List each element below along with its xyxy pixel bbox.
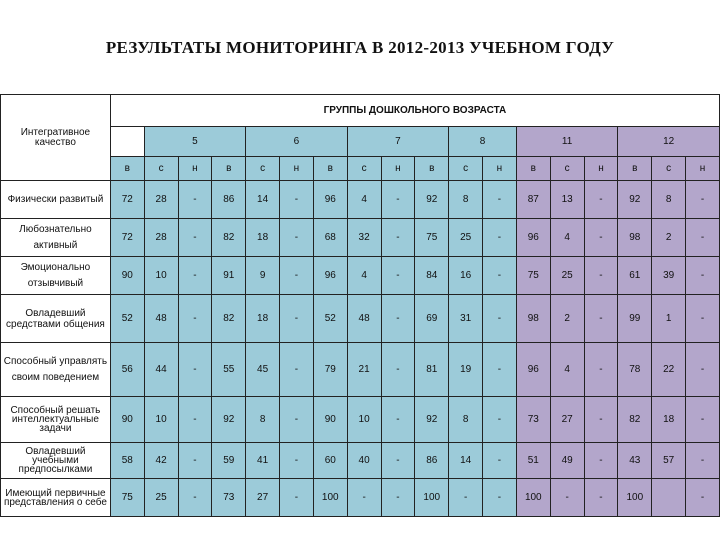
- value-cell: 59: [212, 443, 246, 479]
- quality-label: Овладевший учебными предпосылками: [1, 443, 111, 479]
- value-cell: 18: [652, 397, 686, 443]
- value-cell: -: [449, 479, 483, 517]
- value-cell: 44: [144, 343, 178, 397]
- value-cell: 25: [550, 257, 584, 295]
- value-cell: -: [483, 181, 517, 219]
- level-header: н: [280, 157, 314, 181]
- value-cell: 22: [652, 343, 686, 397]
- level-header: в: [313, 157, 347, 181]
- value-cell: 79: [313, 343, 347, 397]
- value-cell: -: [381, 257, 415, 295]
- level-header: с: [347, 157, 381, 181]
- value-cell: 8: [246, 397, 280, 443]
- value-cell: 4: [347, 257, 381, 295]
- value-cell: 72: [110, 219, 144, 257]
- value-cell: 99: [618, 295, 652, 343]
- corner-label: Интегративное качество: [1, 95, 111, 181]
- value-cell: -: [584, 181, 618, 219]
- value-cell: -: [584, 479, 618, 517]
- value-cell: 19: [449, 343, 483, 397]
- value-cell: 4: [347, 181, 381, 219]
- value-cell: -: [280, 479, 314, 517]
- level-header: с: [652, 157, 686, 181]
- value-cell: 2: [652, 219, 686, 257]
- value-cell: 68: [313, 219, 347, 257]
- value-cell: 82: [212, 219, 246, 257]
- value-cell: 92: [415, 397, 449, 443]
- age-header: 7: [347, 127, 449, 157]
- header-gap: [110, 127, 144, 157]
- value-cell: 8: [449, 397, 483, 443]
- value-cell: 82: [618, 397, 652, 443]
- level-header: в: [110, 157, 144, 181]
- value-cell: -: [178, 181, 212, 219]
- age-header: 11: [516, 127, 618, 157]
- value-cell: -: [381, 443, 415, 479]
- value-cell: 10: [144, 397, 178, 443]
- value-cell: 75: [415, 219, 449, 257]
- level-header: с: [550, 157, 584, 181]
- value-cell: 98: [516, 295, 550, 343]
- value-cell: 9: [246, 257, 280, 295]
- value-cell: 90: [313, 397, 347, 443]
- value-cell: 72: [110, 181, 144, 219]
- level-header: н: [178, 157, 212, 181]
- quality-label: Физически развитый: [1, 181, 111, 219]
- value-cell: 86: [212, 181, 246, 219]
- table-row: [1, 295, 720, 343]
- value-cell: 90: [110, 397, 144, 443]
- value-cell: 81: [415, 343, 449, 397]
- value-cell: 25: [144, 479, 178, 517]
- value-cell: -: [178, 257, 212, 295]
- value-cell: 14: [449, 443, 483, 479]
- value-cell: -: [483, 479, 517, 517]
- quality-label: Эмоционально отзывчивый: [1, 257, 111, 295]
- value-cell: 14: [246, 181, 280, 219]
- value-cell: 10: [144, 257, 178, 295]
- value-cell: -: [686, 257, 720, 295]
- value-cell: 27: [246, 479, 280, 517]
- value-cell: 41: [246, 443, 280, 479]
- value-cell: 1: [652, 295, 686, 343]
- value-cell: 52: [313, 295, 347, 343]
- level-header: н: [584, 157, 618, 181]
- value-cell: -: [483, 257, 517, 295]
- value-cell: [652, 479, 686, 517]
- value-cell: 100: [415, 479, 449, 517]
- table-row: [1, 397, 720, 443]
- value-cell: 42: [144, 443, 178, 479]
- value-cell: 75: [516, 257, 550, 295]
- quality-label: Любознательно активный: [1, 219, 111, 257]
- level-header: в: [618, 157, 652, 181]
- quality-label: Способный управлять своим поведением: [1, 343, 111, 397]
- value-cell: 10: [347, 397, 381, 443]
- value-cell: -: [381, 397, 415, 443]
- value-cell: 8: [449, 181, 483, 219]
- value-cell: 91: [212, 257, 246, 295]
- value-cell: -: [483, 397, 517, 443]
- value-cell: -: [280, 397, 314, 443]
- value-cell: -: [686, 219, 720, 257]
- value-cell: -: [381, 343, 415, 397]
- value-cell: -: [178, 397, 212, 443]
- value-cell: 58: [110, 443, 144, 479]
- value-cell: 56: [110, 343, 144, 397]
- value-cell: 13: [550, 181, 584, 219]
- value-cell: -: [686, 181, 720, 219]
- level-header: н: [686, 157, 720, 181]
- value-cell: 18: [246, 219, 280, 257]
- level-header: н: [483, 157, 517, 181]
- value-cell: -: [280, 295, 314, 343]
- value-cell: 28: [144, 219, 178, 257]
- value-cell: -: [584, 257, 618, 295]
- value-cell: -: [584, 343, 618, 397]
- value-cell: 61: [618, 257, 652, 295]
- value-cell: 98: [618, 219, 652, 257]
- age-header: 8: [449, 127, 517, 157]
- level-header: в: [516, 157, 550, 181]
- value-cell: 28: [144, 181, 178, 219]
- value-cell: 4: [550, 219, 584, 257]
- quality-label: Овладевший средствами общения: [1, 295, 111, 343]
- value-cell: -: [686, 295, 720, 343]
- value-cell: 73: [516, 397, 550, 443]
- value-cell: 82: [212, 295, 246, 343]
- value-cell: 100: [618, 479, 652, 517]
- value-cell: 18: [246, 295, 280, 343]
- table-row: [1, 479, 720, 517]
- age-header: 12: [618, 127, 720, 157]
- value-cell: 8: [652, 181, 686, 219]
- value-cell: 43: [618, 443, 652, 479]
- value-cell: -: [550, 479, 584, 517]
- value-cell: 32: [347, 219, 381, 257]
- age-header: 6: [246, 127, 348, 157]
- value-cell: -: [178, 443, 212, 479]
- value-cell: 73: [212, 479, 246, 517]
- value-cell: 55: [212, 343, 246, 397]
- value-cell: -: [584, 443, 618, 479]
- value-cell: -: [584, 397, 618, 443]
- value-cell: 92: [212, 397, 246, 443]
- value-cell: -: [280, 443, 314, 479]
- value-cell: -: [686, 479, 720, 517]
- level-header: в: [415, 157, 449, 181]
- value-cell: 86: [415, 443, 449, 479]
- level-header: с: [144, 157, 178, 181]
- value-cell: 92: [415, 181, 449, 219]
- value-cell: -: [584, 295, 618, 343]
- value-cell: 90: [110, 257, 144, 295]
- value-cell: 27: [550, 397, 584, 443]
- value-cell: 2: [550, 295, 584, 343]
- value-cell: 48: [144, 295, 178, 343]
- value-cell: -: [483, 443, 517, 479]
- table-row: [1, 257, 720, 295]
- value-cell: 96: [313, 181, 347, 219]
- groups-title: ГРУППЫ ДОШКОЛЬНОГО ВОЗРАСТА: [110, 95, 719, 127]
- value-cell: 69: [415, 295, 449, 343]
- value-cell: 96: [516, 343, 550, 397]
- level-header: н: [381, 157, 415, 181]
- value-cell: -: [280, 219, 314, 257]
- value-cell: -: [280, 257, 314, 295]
- page-title: РЕЗУЛЬТАТЫ МОНИТОРИНГА В 2012-2013 УЧЕБНОМ ГОДУ: [105, 38, 615, 57]
- value-cell: 60: [313, 443, 347, 479]
- value-cell: 45: [246, 343, 280, 397]
- value-cell: 4: [550, 343, 584, 397]
- value-cell: -: [178, 479, 212, 517]
- value-cell: -: [178, 219, 212, 257]
- table-row: [1, 181, 720, 219]
- value-cell: 39: [652, 257, 686, 295]
- value-cell: -: [347, 479, 381, 517]
- value-cell: -: [686, 397, 720, 443]
- value-cell: -: [483, 219, 517, 257]
- value-cell: -: [381, 479, 415, 517]
- value-cell: 78: [618, 343, 652, 397]
- value-cell: 84: [415, 257, 449, 295]
- value-cell: -: [280, 181, 314, 219]
- level-header: с: [246, 157, 280, 181]
- value-cell: -: [686, 443, 720, 479]
- value-cell: -: [584, 219, 618, 257]
- level-header: с: [449, 157, 483, 181]
- value-cell: 48: [347, 295, 381, 343]
- value-cell: 21: [347, 343, 381, 397]
- value-cell: -: [280, 343, 314, 397]
- table-row: [1, 443, 720, 479]
- level-header: в: [212, 157, 246, 181]
- value-cell: -: [178, 295, 212, 343]
- value-cell: -: [381, 295, 415, 343]
- value-cell: 40: [347, 443, 381, 479]
- value-cell: 57: [652, 443, 686, 479]
- table-row: [1, 343, 720, 397]
- age-header: 5: [144, 127, 245, 157]
- value-cell: 31: [449, 295, 483, 343]
- value-cell: -: [381, 181, 415, 219]
- table-row: [1, 219, 720, 257]
- value-cell: 51: [516, 443, 550, 479]
- value-cell: 75: [110, 479, 144, 517]
- value-cell: 52: [110, 295, 144, 343]
- value-cell: 87: [516, 181, 550, 219]
- value-cell: 25: [449, 219, 483, 257]
- monitoring-table: [0, 94, 720, 517]
- value-cell: 49: [550, 443, 584, 479]
- value-cell: -: [483, 343, 517, 397]
- value-cell: 92: [618, 181, 652, 219]
- value-cell: 100: [516, 479, 550, 517]
- value-cell: 96: [516, 219, 550, 257]
- quality-label: Имеющий первичные представления о себе: [1, 479, 111, 517]
- value-cell: 16: [449, 257, 483, 295]
- value-cell: -: [483, 295, 517, 343]
- value-cell: -: [381, 219, 415, 257]
- value-cell: -: [686, 343, 720, 397]
- value-cell: 100: [313, 479, 347, 517]
- quality-label: Способный решать интеллектуальные задачи: [1, 397, 111, 443]
- value-cell: -: [178, 343, 212, 397]
- value-cell: 96: [313, 257, 347, 295]
